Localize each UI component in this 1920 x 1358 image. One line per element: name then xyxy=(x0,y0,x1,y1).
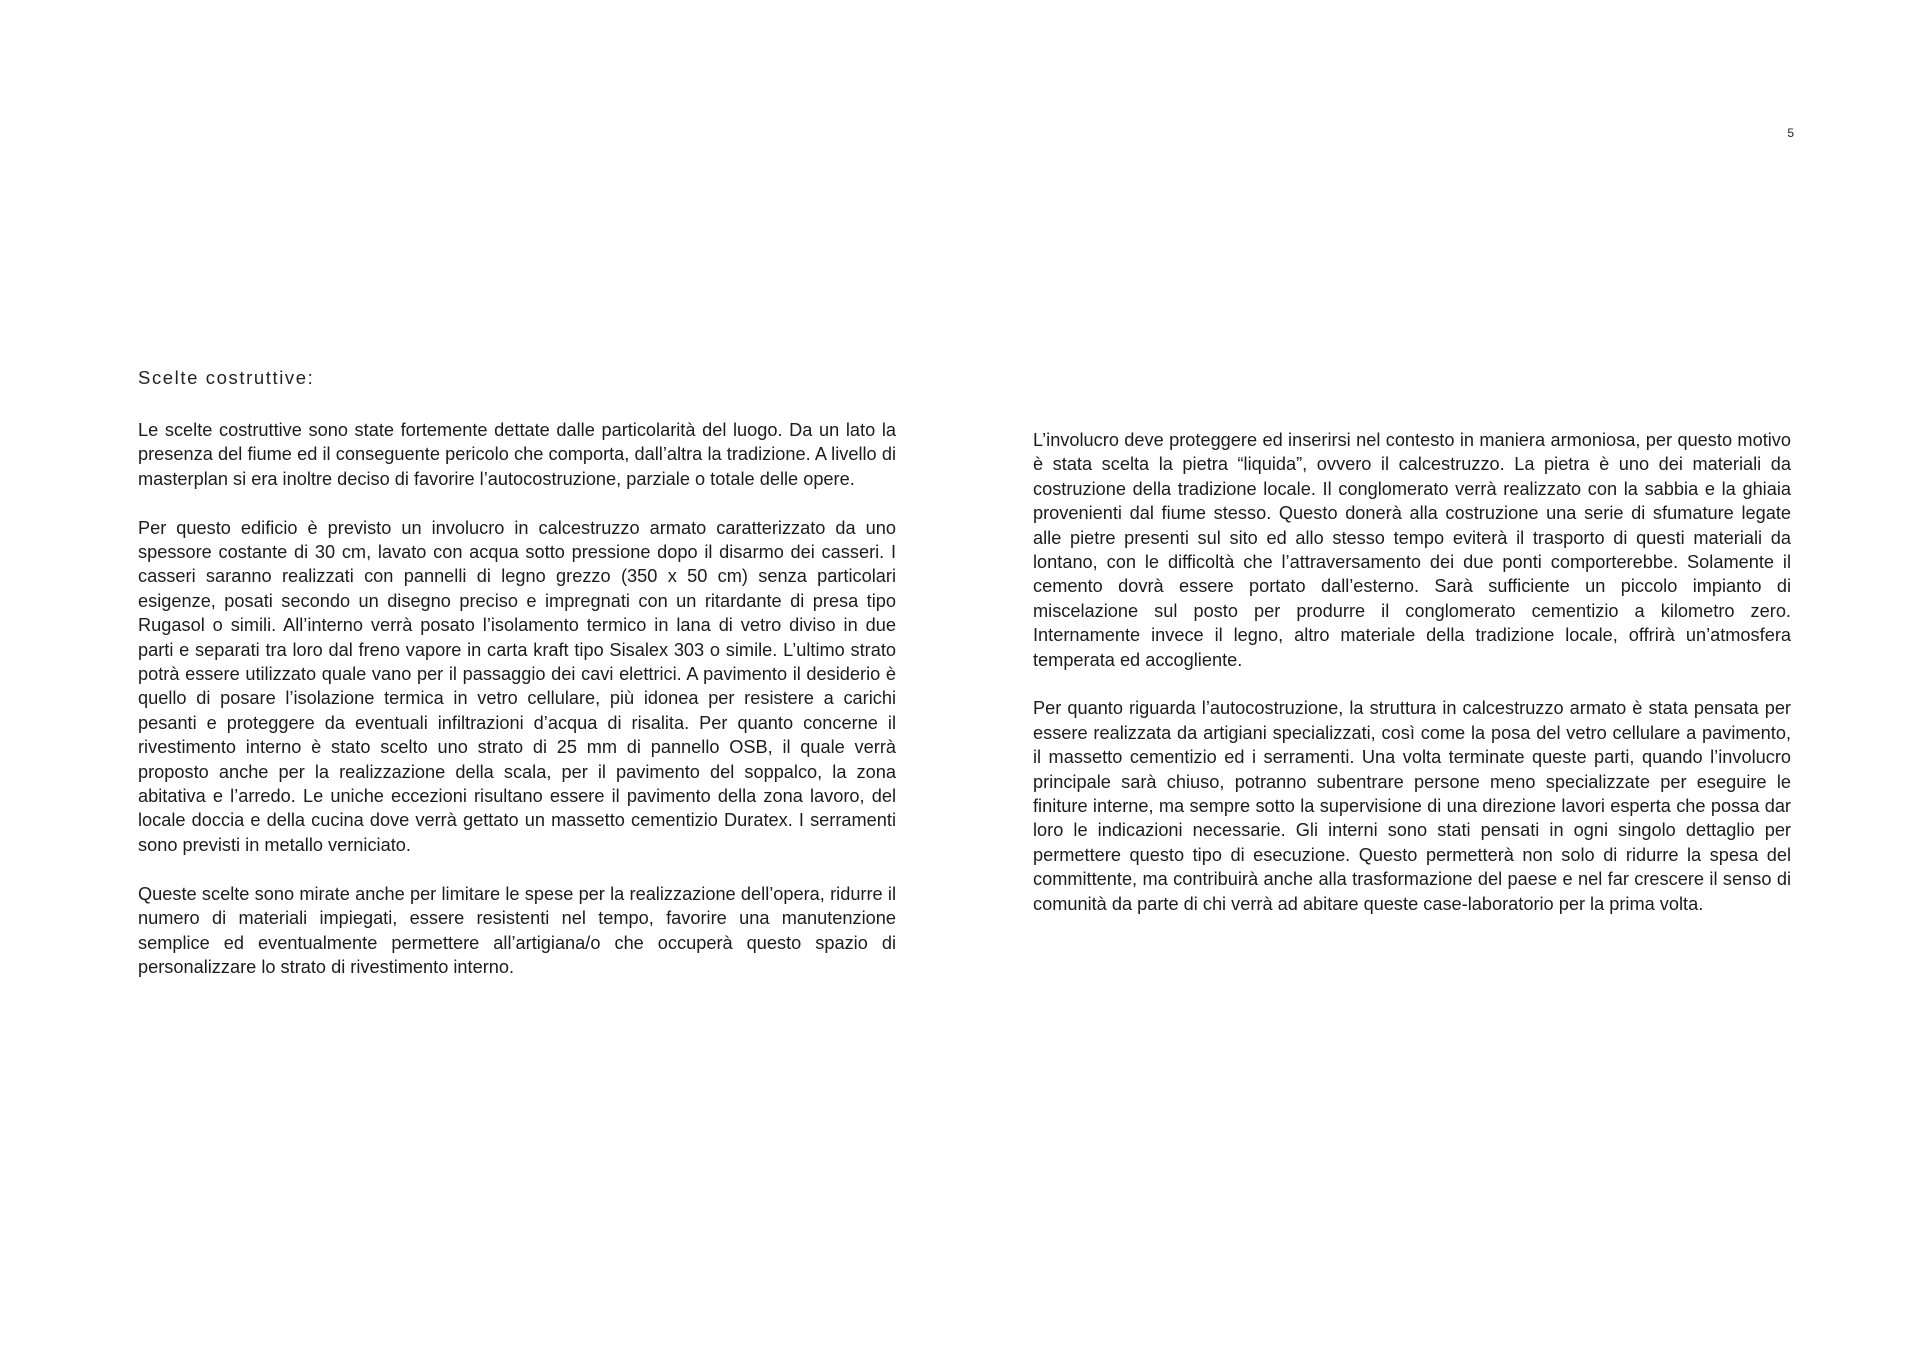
paragraph-self-construction: Per quanto riguarda l’autocostruzione, la struttura in calcestruzzo armato è stata pensata per essere realizzata da artigiani specializzati, così come la posa del vetro cellulare a pavimento, il massetto cementizio ed i serramenti. Una volta terminate queste parti, quando l’involucro principale sarà chiuso, potranno subentrare persone meno specializzate per eseguire le finiture interne, ma sempre sotto la supervisione di una direzione lavori esperta che possa dar loro le indicazioni necessarie. Gli interni sono stati pensati in ogni singolo dettaglio per permettere questo tipo di esecuzione. Questo permetterà non solo di ridurre la spesa del committente, ma contribuirà anche alla trasformazione del paese e nel far crescere il senso di comunità da parte di chi verrà ad abitare queste case-laboratorio per la prima volta. xyxy=(1033,698,1791,914)
right-text-column xyxy=(1033,428,1791,916)
paragraph-envelope-construction: Per questo edificio è previsto un involucro in calcestruzzo armato caratterizzato da uno spessore costante di 30 cm, lavato con acqua sotto pressione dopo il disarmo dei casseri. I casseri saranno realizzati con pannelli di legno grezzo (350 x 50 cm) senza particolari esigenze, posati secondo un disegno preciso e impregnati con un ritardante di presa tipo Rugasol o simili. All’interno verrà posato l’isolamento termico in lana di vetro diviso in due parti e separati tra loro dal freno vapore in carta kraft tipo Sisalex 303 o simile. L’ultimo strato potrà essere utilizzato quale vano per il passaggio dei cavi elettrici. A pavimento il desiderio è quello di posare l’isolazione termica in vetro cellulare, più idonea per resistere a carichi pesanti e proteggere da eventuali infiltrazioni d’acqua di risalita. Per quanto concerne il rivestimento interno è stato scelto uno strato di 25 mm di pannello OSB, il quale verrà proposto anche per la realizzazione della scala, per il pavimento del soppalco, la zona abitativa e l’arredo. Le uniche eccezioni risultano essere il pavimento della zona lavoro, del locale doccia e della cucina dove verrà gettato un massetto cementizio Duratex. I serramenti sono previsti in metallo verniciato. xyxy=(138,517,896,855)
paragraph-liquid-stone: L’involucro deve proteggere ed inserirsi nel contesto in maniera armoniosa, per questo motivo è stata scelta la pietra “liquida”, ovvero il calcestruzzo. La pietra è uno dei materiali da costruzione della tradizione locale. Il conglomerato verrà realizzato con la sabbia e la ghiaia provenienti dal fiume stesso. Questo donerà alla costruzione una serie di sfumature legate alle pietre presenti sul sito ed allo stesso tempo eviterà il trasporto di questi materiali da lontano, con le difficoltà che l’attraversamento dei due ponti comporterebbe. Solamente il cemento dovrà essere portato dall’esterno. Sarà sufficiente un piccolo impianto di miscelazione sul posto per produrre il conglomerato cementizio a kilometro zero. Internamente invece il legno, altro materiale della tradizione locale, offrirà un’atmosfera temperata ed accogliente. xyxy=(1033,430,1791,670)
left-text-column xyxy=(138,366,896,979)
page-number: 5 xyxy=(1787,126,1794,140)
section-title: Scelte costruttive: xyxy=(138,367,315,388)
paragraph-cost-goals: Queste scelte sono mirate anche per limitare le spese per la realizzazione dell’opera, ridurre il numero di materiali impiegati, essere resistenti nel tempo, favorire una manutenzione semplice ed eventualmente permettere all’artigiana/o che occuperà questo spazio di personalizzare lo strato di rivestimento interno. xyxy=(138,883,896,977)
paragraph-site-constraints: Le scelte costruttive sono state fortemente dettate dalle particolarità del luogo. Da un lato la presenza del fiume ed il conseguente pericolo che comporta, dall’altra la tradizione. A livello di masterplan si era inoltre deciso di favorire l’autocostruzione, parziale o totale delle opere. xyxy=(138,420,896,489)
